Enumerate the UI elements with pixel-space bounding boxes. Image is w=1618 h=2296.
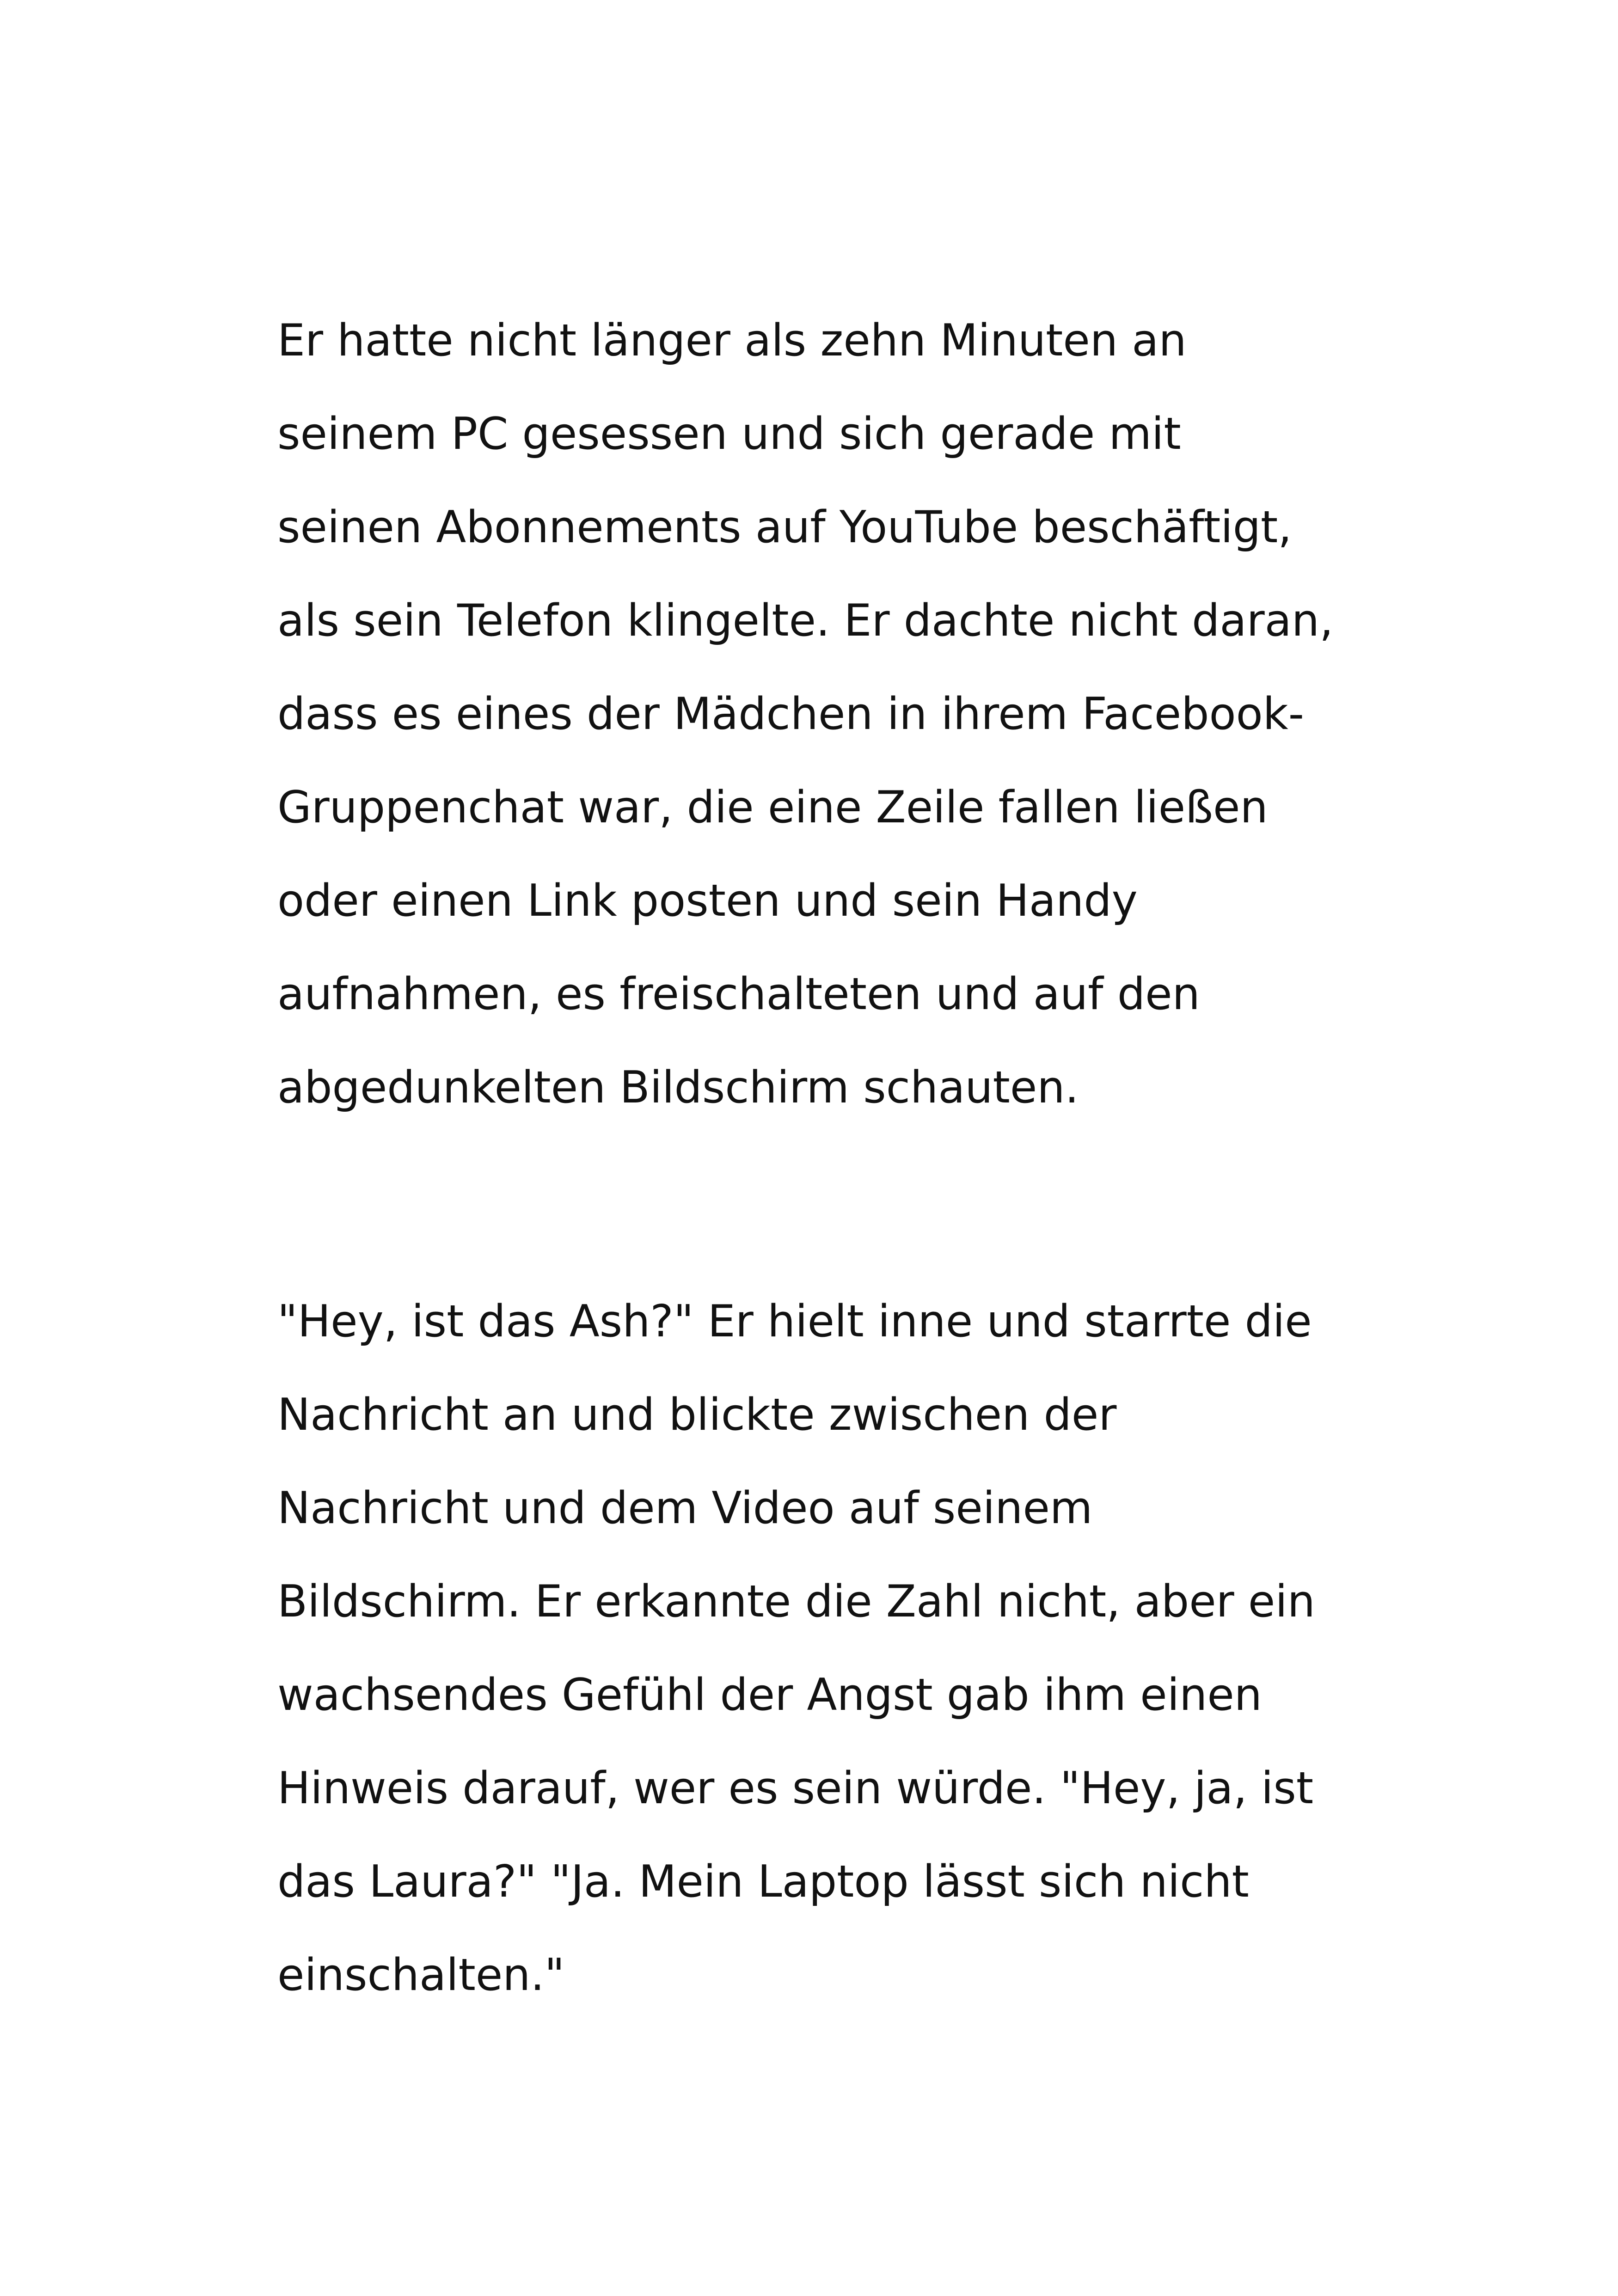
- text-line: seinem PC gesessen und sich gerade mit: [277, 409, 1181, 459]
- text-line: Nachricht an und blickte zwischen der: [277, 1390, 1117, 1440]
- text-line: Nachricht und dem Video auf seinem: [277, 1483, 1093, 1534]
- text-line: als sein Telefon klingelte. Er dachte nicht daran,: [277, 595, 1334, 646]
- text-line: Er hatte nicht länger als zehn Minuten an: [277, 315, 1187, 366]
- text-line: aufnahmen, es freischalteten und auf den: [277, 969, 1200, 1020]
- text-line: abgedunkelten Bildschirm schauten.: [277, 1062, 1079, 1113]
- text-line: dass es eines der Mädchen in ihrem Facebook-: [277, 689, 1305, 740]
- text-line: einschalten.": [277, 1950, 565, 2001]
- text-line: Hinweis darauf, wer es sein würde. "Hey, ja, ist: [277, 1763, 1314, 1814]
- text-line: seinen Abonnements auf YouTube beschäftigt,: [277, 502, 1292, 553]
- text-line: das Laura?" "Ja. Mein Laptop lässt sich nicht: [277, 1856, 1249, 1907]
- text-line: Bildschirm. Er erkannte die Zahl nicht, aber ein: [277, 1576, 1315, 1627]
- text-line: Gruppenchat war, die eine Zeile fallen ließen: [277, 782, 1268, 833]
- text-line: "Hey, ist das Ash?" Er hielt inne und starrte die: [277, 1296, 1312, 1347]
- text-line: oder einen Link posten und sein Handy: [277, 876, 1138, 926]
- text-line: wachsendes Gefühl der Angst gab ihm einen: [277, 1670, 1262, 1720]
